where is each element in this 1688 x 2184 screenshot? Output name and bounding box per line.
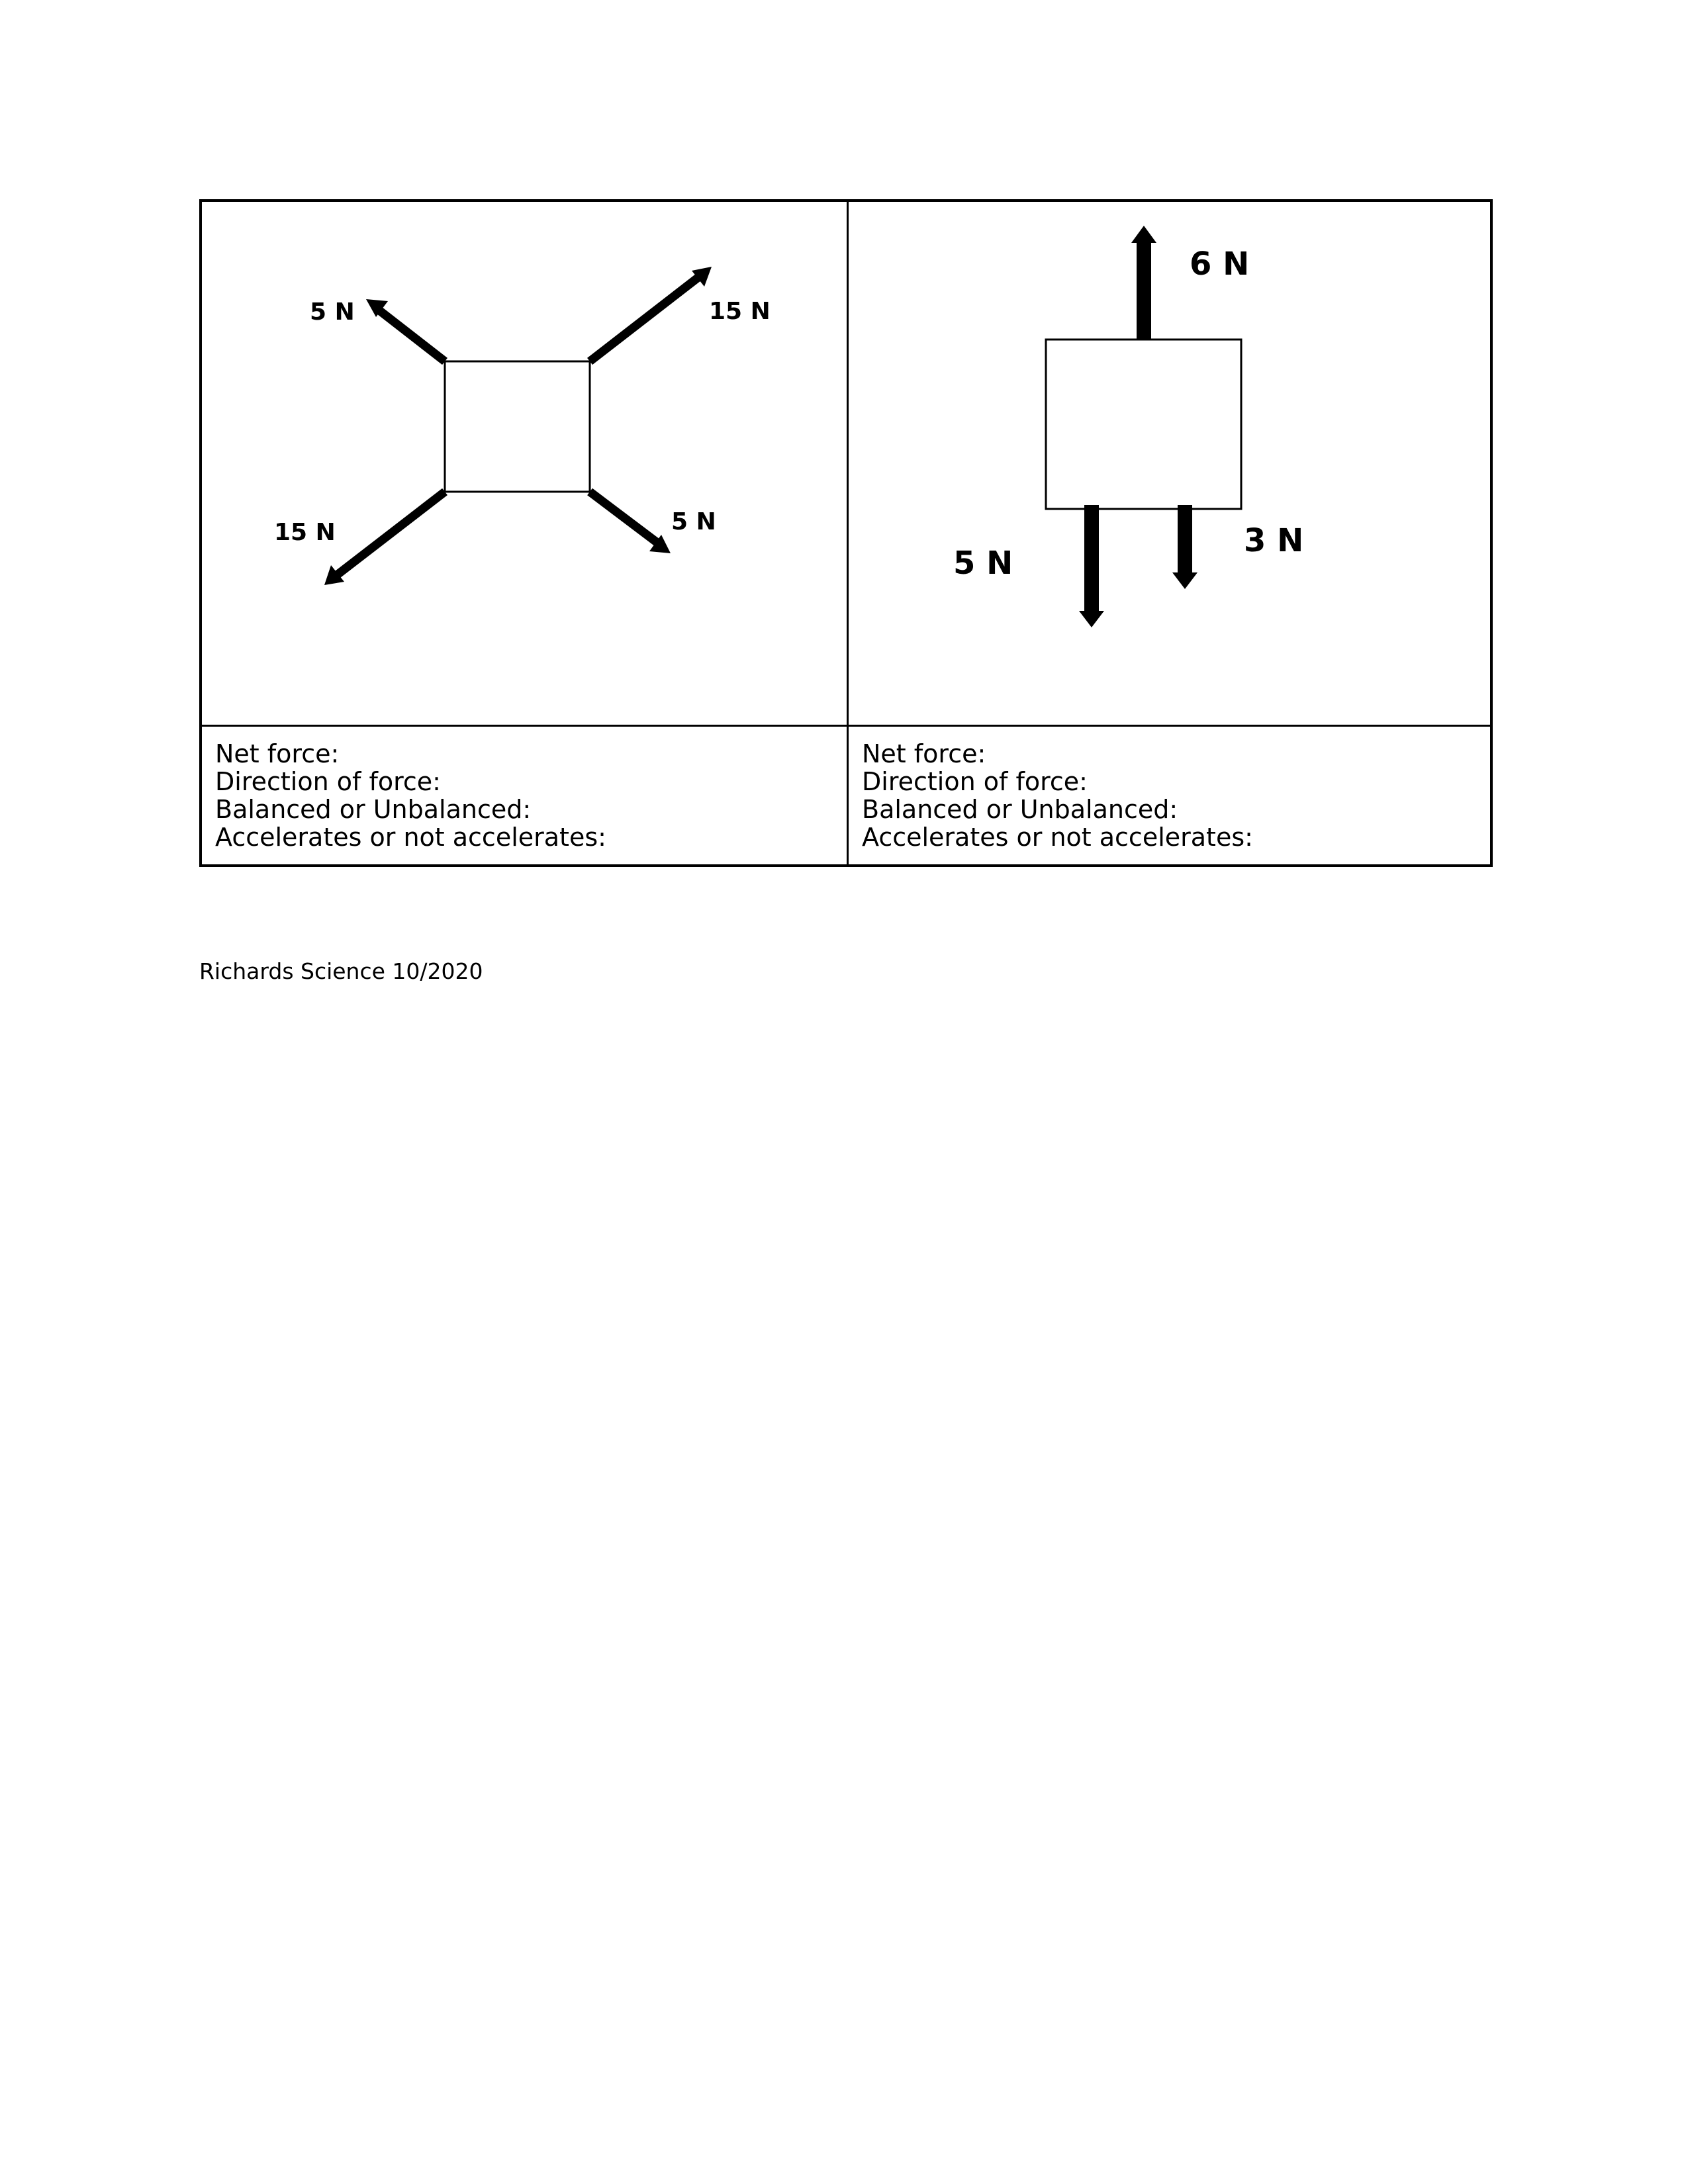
questions-left <box>215 728 844 851</box>
label-upper-left: 5 N <box>310 298 355 326</box>
arrow-lower-left <box>324 492 445 585</box>
force-worksheet-table <box>199 199 1493 867</box>
question-direction: Direction of force: <box>215 767 441 796</box>
table-divider-horizontal <box>202 725 1490 727</box>
arrow-upper-right <box>590 267 712 361</box>
question-net-force: Net force: <box>215 739 340 768</box>
question-direction: Direction of force: <box>862 767 1088 796</box>
arrow-down-left <box>1079 505 1104 627</box>
label-down-right: 3 N <box>1244 522 1304 559</box>
label-lower-right: 5 N <box>671 508 716 535</box>
force-diagram-right <box>849 202 1493 724</box>
question-net-force: Net force: <box>862 739 986 768</box>
label-up: 6 N <box>1190 246 1250 283</box>
label-upper-right: 15 N <box>709 298 771 325</box>
question-balanced: Balanced or Unbalanced: <box>862 795 1178 824</box>
question-accelerates: Accelerates or not accelerates: <box>862 823 1253 852</box>
object-box <box>445 361 590 492</box>
arrow-lower-right <box>590 492 671 553</box>
questions-right <box>862 728 1491 851</box>
force-diagram-left <box>202 202 846 724</box>
question-balanced: Balanced or Unbalanced: <box>215 795 532 824</box>
arrow-down-right <box>1172 505 1197 589</box>
arrow-upper-left <box>366 299 445 361</box>
arrow-up <box>1131 226 1156 340</box>
label-lower-left: 15 N <box>274 519 336 546</box>
footer-credit: Richards Science 10/2020 <box>199 958 483 984</box>
object-box <box>1046 340 1241 509</box>
label-down-left: 5 N <box>953 545 1013 582</box>
question-accelerates: Accelerates or not accelerates: <box>215 823 606 852</box>
